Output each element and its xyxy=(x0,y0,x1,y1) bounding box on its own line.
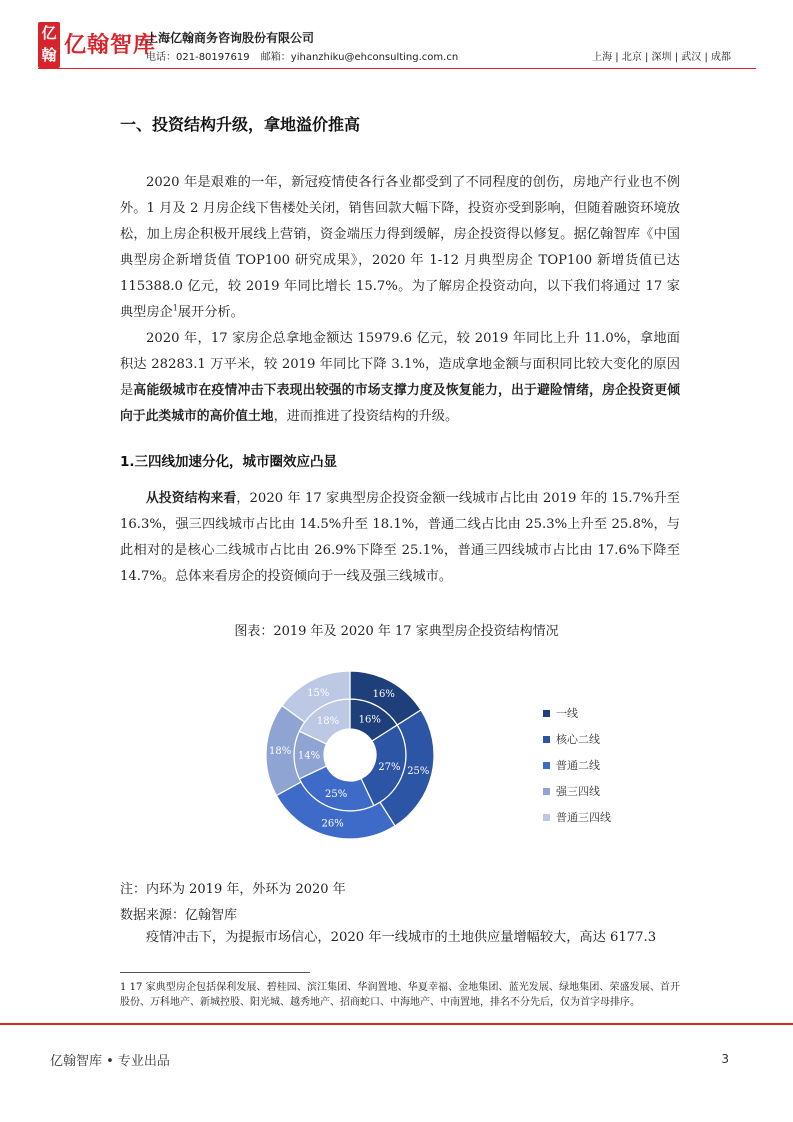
paragraph-2-text: 2020 年，17 家房企总拿地金额达 15979.6 亿元，较 2019 年同比上升 11.0%，拿地面积达 28283.1 万平米，较 2019 年同比下降 3.1%，造成拿地金额与面积同比较大变化的原因是 xyxy=(120,331,680,398)
paragraph-1 xyxy=(120,170,680,326)
legend-item-2 xyxy=(543,752,611,778)
legend-swatch-2 xyxy=(543,762,550,769)
legend-item-0 xyxy=(543,700,611,726)
paragraph-3 xyxy=(120,486,680,590)
company-name: 上海亿翰商务咨询股份有限公司 xyxy=(146,31,315,45)
office-cities: 上海 | 北京 | 深圳 | 武汉 | 成都 xyxy=(592,52,731,63)
legend-swatch-3 xyxy=(543,788,550,795)
subsection-title: 1.三四线加速分化，城市圈效应凸显 xyxy=(120,454,338,470)
inner-ring-label-2: 25% xyxy=(324,789,348,801)
legend-item-4 xyxy=(543,804,611,830)
legend-swatch-4 xyxy=(543,814,550,821)
page-number: 3 xyxy=(721,1052,729,1066)
outer-ring-label-4: 15% xyxy=(307,688,330,700)
logo-mark: 亿翰 xyxy=(38,22,60,68)
outer-ring-label-0: 16% xyxy=(372,689,395,701)
outer-ring-label-1: 25% xyxy=(407,765,430,777)
outer-ring-label-3: 18% xyxy=(269,746,292,758)
data-source: 数据来源：亿翰智库 xyxy=(120,908,238,923)
inner-ring-label-4: 18% xyxy=(316,715,340,727)
email: 邮箱：yihanzhiku@ehconsulting.com.cn xyxy=(260,52,459,63)
chart-legend xyxy=(543,700,611,830)
inner-ring-label-0: 16% xyxy=(358,714,381,726)
paragraph-2 xyxy=(120,326,680,430)
paragraph-3-text: ，2020 年 17 家典型房企投资金额一线城市占比由 2019 年的 15.7%升至 16.3%，强三四线城市占比由 14.5%升至 18.1%，普通二线占比由 25.3%上升至 25.8%，与此相对的是核心二线城市占比由 26.9%下降至 25.1%，普通三四线城市占比由 17.6%下降至 14.7%。总体来看房企的投资倾向于一线及强三线城市。 xyxy=(120,491,680,584)
logo-text: 亿翰智库 xyxy=(64,33,157,58)
outer-ring-label-2: 26% xyxy=(321,818,344,830)
legend-label-1: 核心二线 xyxy=(556,733,600,746)
footnote-ref[interactable]: 1 xyxy=(172,303,178,313)
footer-divider xyxy=(0,1023,793,1025)
legend-label-4: 普通三四线 xyxy=(556,811,611,824)
section-title: 一、投资结构升级，拿地溢价推高 xyxy=(120,115,361,134)
footer-brand: 亿翰智库 • 专业出品 xyxy=(50,1054,170,1069)
inner-ring-label-3: 14% xyxy=(297,750,321,762)
contact-info xyxy=(146,48,466,63)
chart-note: 注：内环为 2019 年，外环为 2020 年 xyxy=(120,882,346,897)
paragraph-4: 疫情冲击下，为提振市场信心，2020 年一线城市的土地供应量增幅较大，高达 6177.3 xyxy=(146,930,657,945)
legend-swatch-1 xyxy=(543,736,550,743)
paragraph-1-tail: 展开分析。 xyxy=(177,305,244,320)
legend-item-3 xyxy=(543,778,611,804)
donut-chart xyxy=(250,660,450,850)
legend-swatch-0 xyxy=(543,710,550,717)
legend-label-0: 一线 xyxy=(556,707,578,720)
legend-label-2: 普通二线 xyxy=(556,759,600,772)
chart-title: 图表：2019 年及 2020 年 17 家典型房企投资结构情况 xyxy=(234,624,559,639)
footnote-divider xyxy=(120,972,310,973)
phone: 电话：021-80197619 xyxy=(146,52,250,63)
header-divider xyxy=(38,68,756,69)
inner-ring-label-1: 27% xyxy=(378,761,401,773)
paragraph-2-tail: ，进而推进了投资结构的升级。 xyxy=(273,409,459,424)
legend-item-1 xyxy=(543,726,611,752)
legend-label-3: 强三四线 xyxy=(556,785,600,798)
paragraph-3-bold: 从投资结构来看 xyxy=(146,491,237,506)
footnote: 1 17 家典型房企包括保利发展、碧桂园、滨江集团、华润置地、华夏幸福、金地集团、蓝光发展、绿地集团、荣盛发展、首开股份、万科地产、新城控股、阳光城、越秀地产、招商蛇口、中海地产、中南置地，排名不分先后，仅为首字母排序。 xyxy=(120,982,680,1008)
paragraph-2-bold: 高能级城市在疫情冲击下表现出较强的市场支撑力度及恢复能力，出于避险情绪，房企投资更倾向于此类城市的高价值土地 xyxy=(120,383,681,424)
paragraph-1-text: 2020 年是艰难的一年，新冠疫情使各行各业都受到了不同程度的创伤，房地产行业也不例外。1 月及 2 月房企线下售楼处关闭，销售回款大幅下降，投资亦受到影响，但随着融资环境放松，加上房企积极开展线上营销，资金端压力得到缓解，房企投资得以修复。据亿翰智库《中国典型房企新增货值 TOP100 研究成果》，2020 年 1-12 月典型房企 TOP100 新增货值已达 115388.0 亿元，较 2019 年同比增长 15.7%。为了解房企投资动向，以下我们将通过 17 家典型房企 xyxy=(120,175,680,320)
